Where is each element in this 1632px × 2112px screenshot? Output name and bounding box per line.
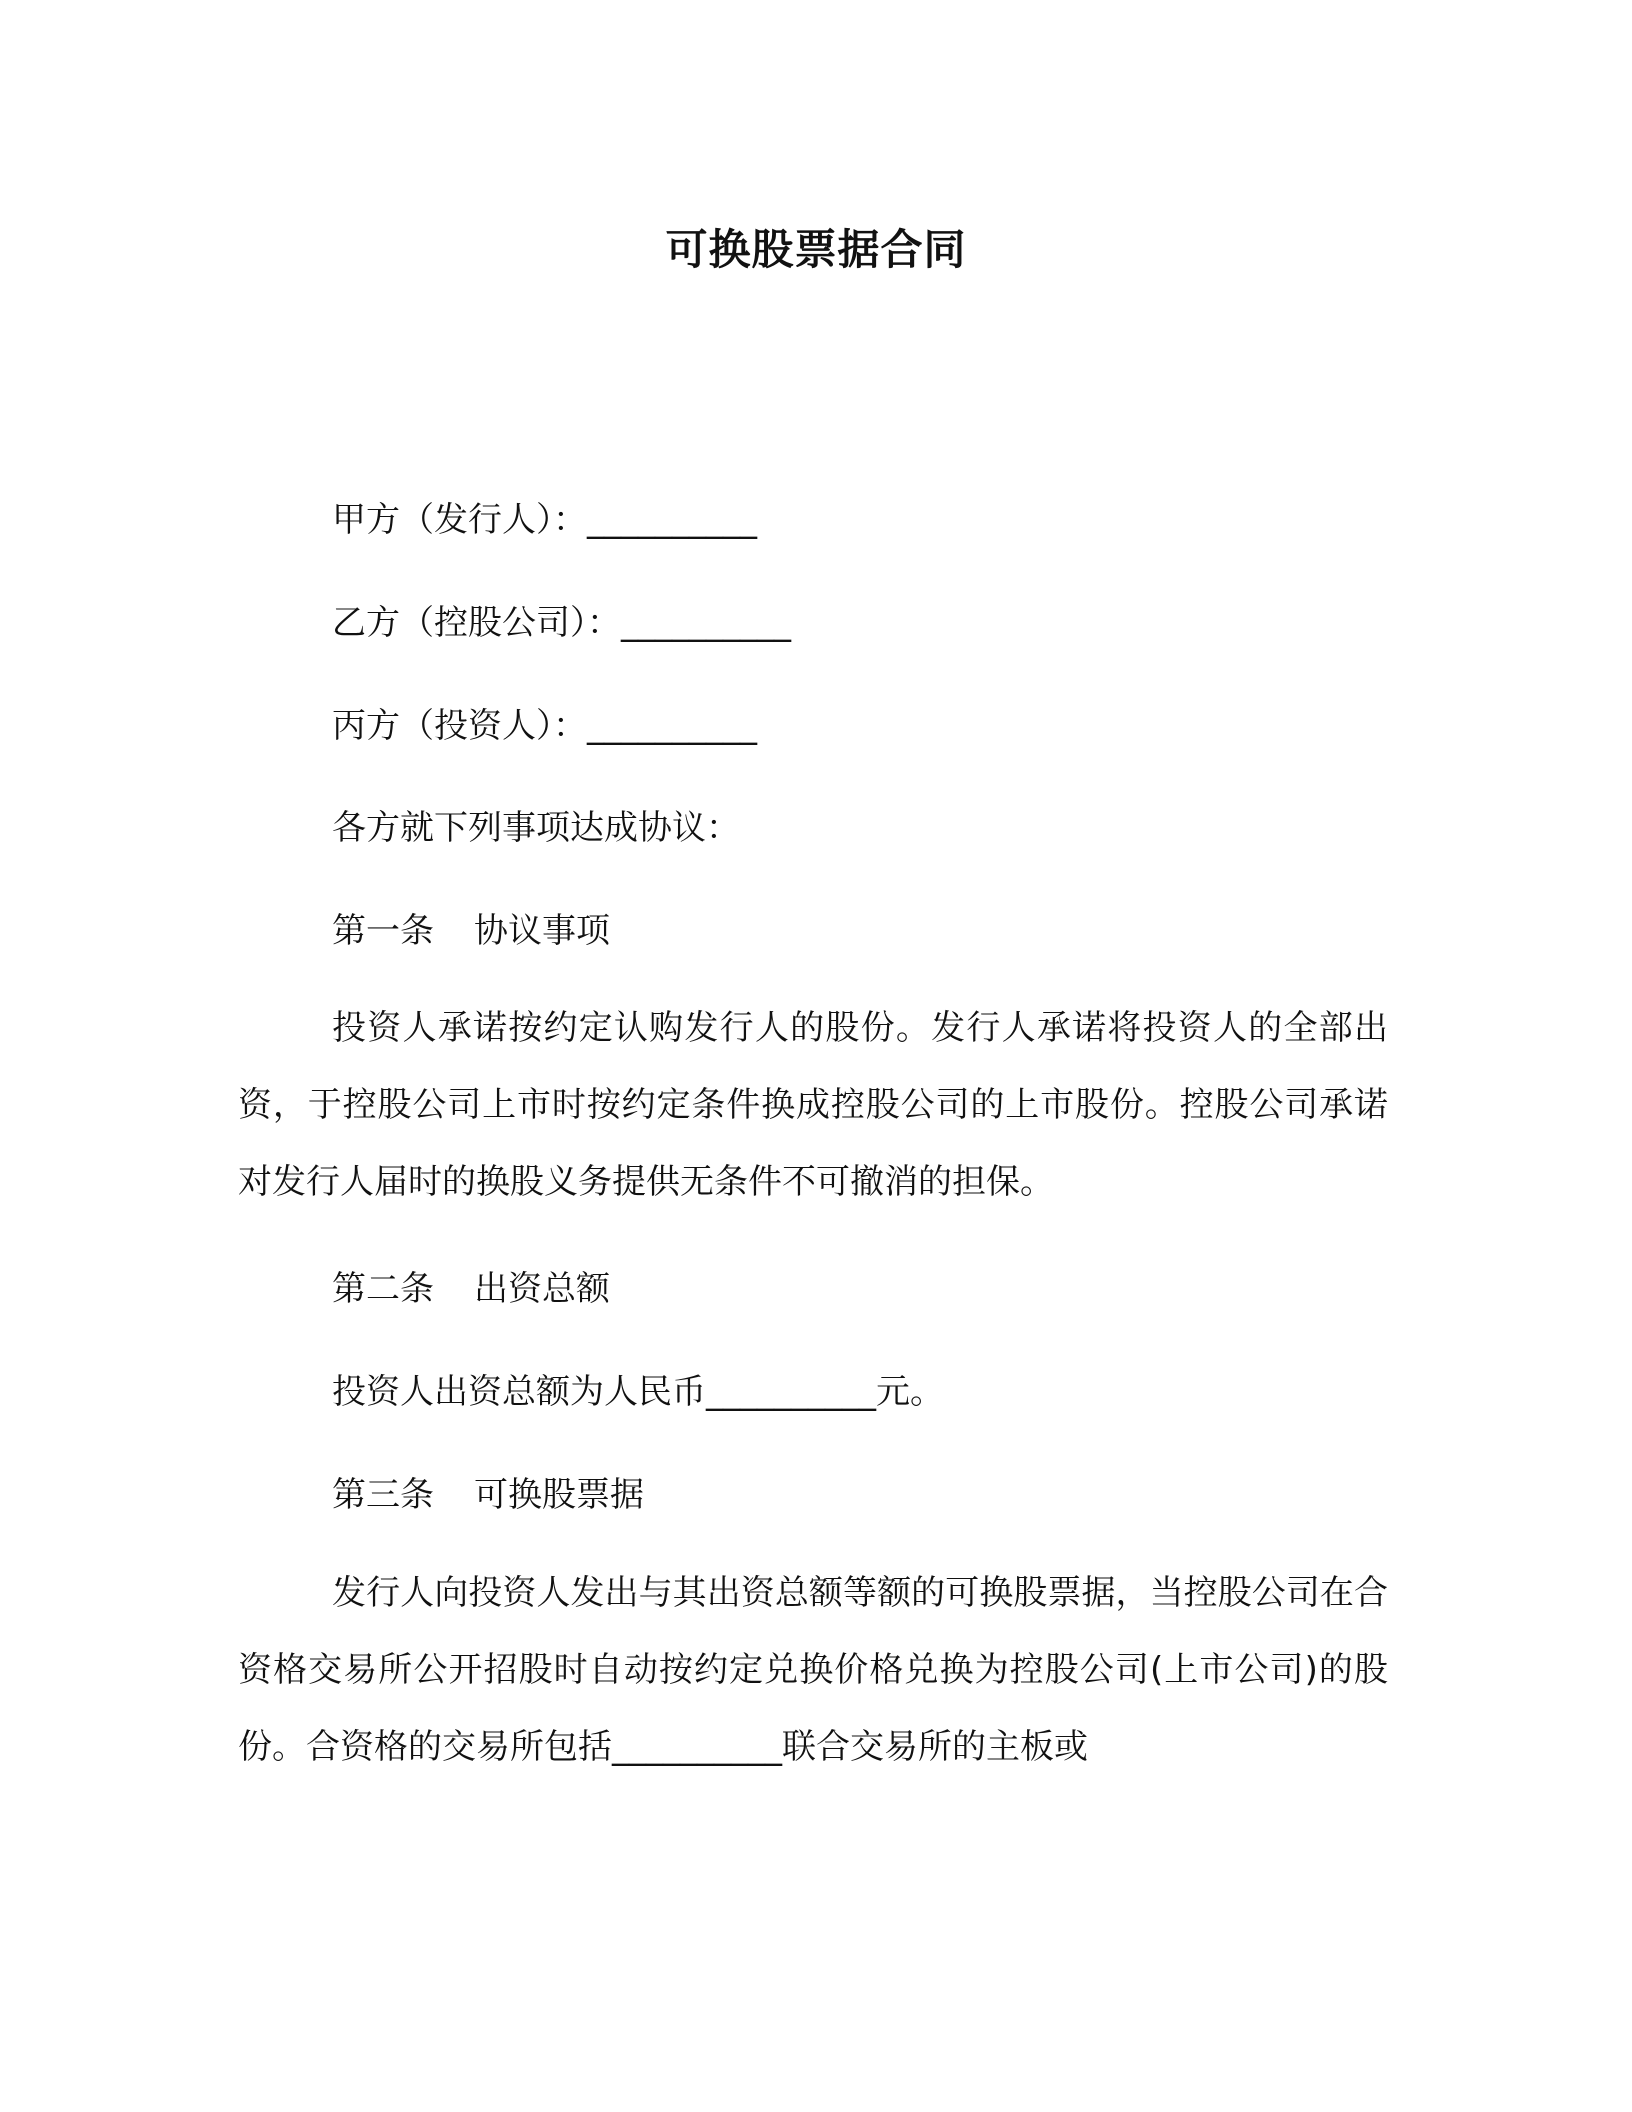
article-2-heading — [332, 1266, 610, 1312]
article-title: 可换股票据 — [474, 1475, 644, 1515]
article-number: 第三条 — [332, 1475, 434, 1515]
article-title: 出资总额 — [474, 1269, 610, 1309]
article-3-body: 发行人向投资人发出与其出资总额等额的可换股票据，当控股公司在合资格交易所公开招股时自动按约定兑换价格兑换为控股公司(上市公司)的股份。合资格的交易所包括__________联合交易所的主板或 — [238, 1573, 1388, 1767]
article-1-body: 投资人承诺按约定认购发行人的股份。发行人承诺将投资人的全部出资，于控股公司上市时按约定条件换成控股公司的上市股份。控股公司承诺对发行人届时的换股义务提供无条件不可撤消的担保。 — [238, 1008, 1388, 1202]
party-c-line: 丙方（投资人）：__________ — [332, 706, 757, 746]
document-title: 可换股票据合同 — [665, 225, 967, 274]
article-3-heading — [332, 1472, 644, 1518]
article-title: 协议事项 — [474, 911, 610, 951]
party-a-line: 甲方（发行人）：__________ — [332, 500, 757, 540]
party-b-line: 乙方（控股公司）：__________ — [332, 603, 791, 643]
article-1-heading — [332, 908, 610, 954]
article-2-body: 投资人出资总额为人民币__________元。 — [332, 1372, 944, 1412]
article-number: 第一条 — [332, 911, 434, 951]
article-number: 第二条 — [332, 1269, 434, 1309]
intro-line: 各方就下列事项达成协议： — [332, 808, 740, 848]
